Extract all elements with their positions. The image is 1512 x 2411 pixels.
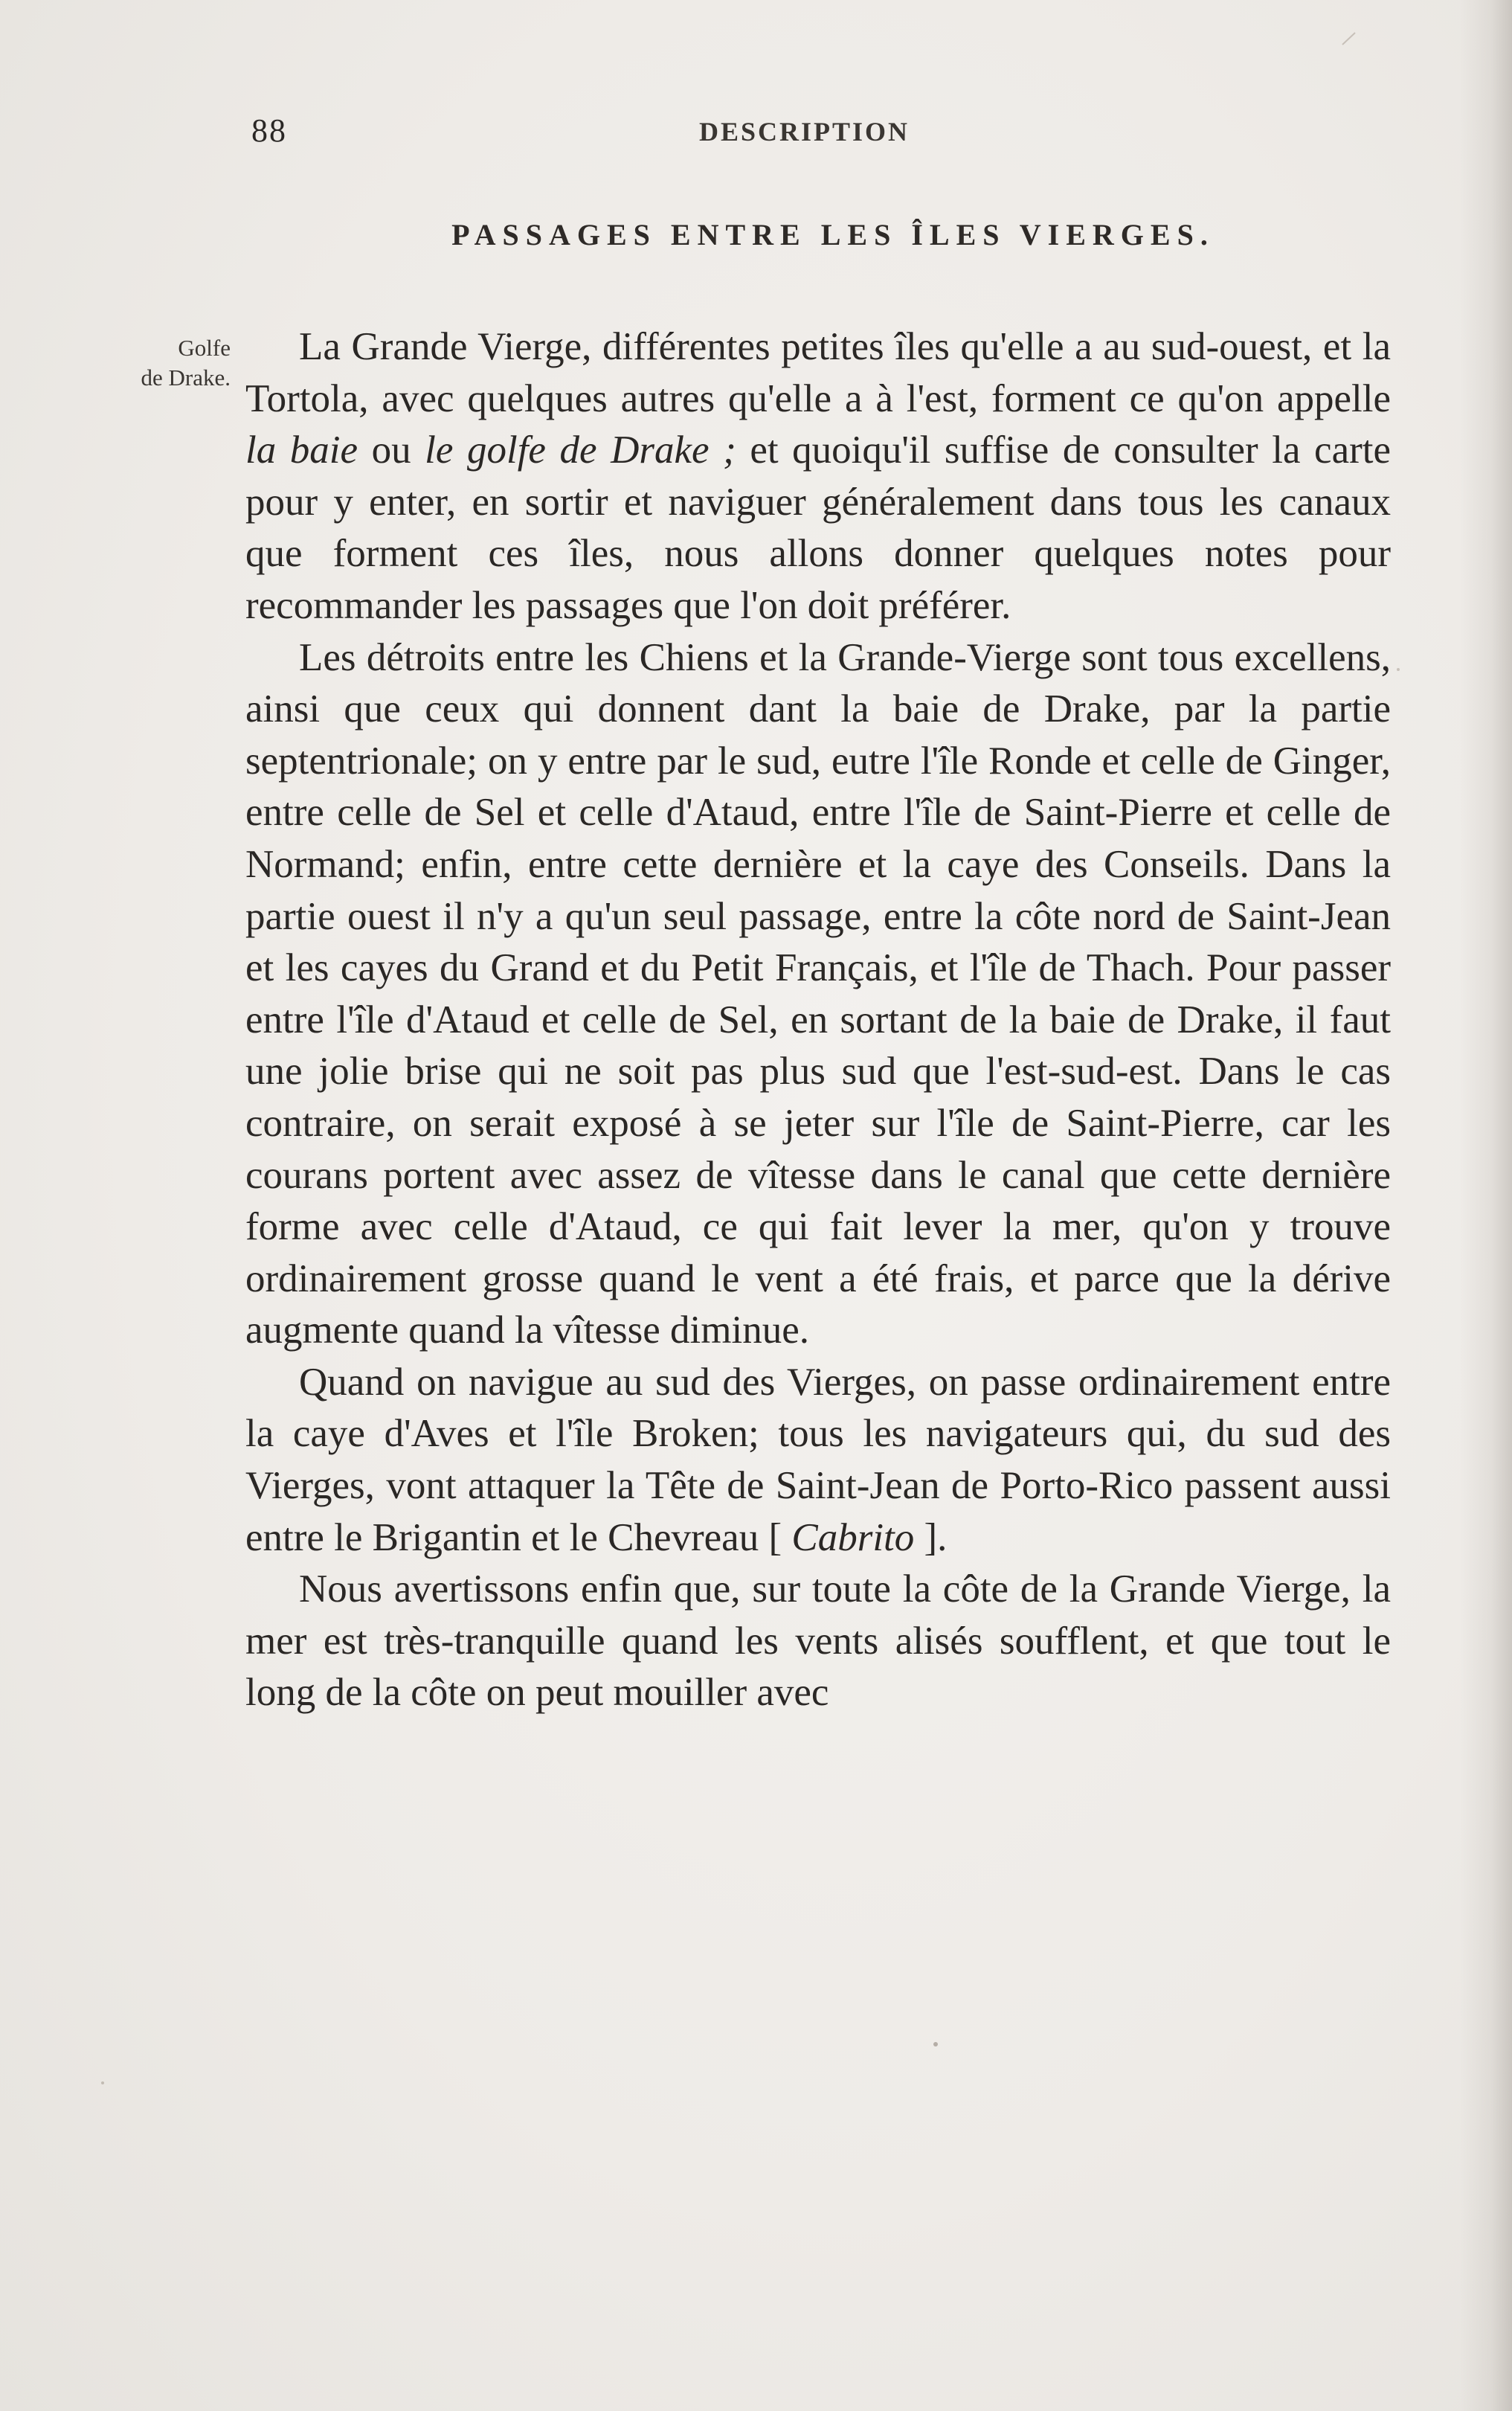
paragraph-3 (245, 1357, 1391, 1564)
paragraph-3-italic-cabrito: Cabrito (791, 1515, 915, 1559)
section-title: PASSAGES ENTRE LES ÎLES VIERGES. (451, 218, 1215, 251)
body-text (245, 321, 1391, 1719)
paragraph-3-part-c: ]. (914, 1515, 948, 1559)
paper-mark (1342, 33, 1355, 45)
marginal-note (82, 333, 231, 393)
paragraph-1-italic-baie: la baie (245, 428, 358, 472)
paragraph-1 (245, 321, 1391, 632)
paper-speck (933, 2042, 938, 2046)
paragraph-1-part-c: ou (358, 428, 425, 472)
marginal-note-line-2: de Drake. (141, 365, 231, 391)
paragraph-2: Les détroits entre les Chiens et la Grande-Vierge sont tous excellens, ainsi que ceux qui donnent dant la baie de Drake, par la partie septentrionale; on y entre par le sud, eutre l'île Ronde et celle de Ginger, entre celle de Sel et celle d'Ataud, entre l'île de Saint-Pierre et celle de Normand; enfin, entre cette dernière et la caye des Conseils. Dans la partie ouest il n'y a qu'un seul passage, entre la côte nord de Saint-Jean et les cayes du Grand et du Petit Français, et l'île de Thach. Pour passer entre l'île d'Ataud et celle de Sel, en sortant de la baie de Drake, il faut une jolie brise qui ne soit pas plus sud que l'est-sud-est. Dans le cas contraire, on serait exposé à se jeter sur l'île de Saint-Pierre, car les courans portent avec assez de vîtesse dans le canal que cette dernière forme avec celle d'Ataud, ce qui fait lever la mer, qu'on y trouve ordinairement grosse quand le vent a été frais, et parce que la dérive augmente quand la vîtesse diminue. (245, 635, 1391, 1352)
paragraph-1-italic-golfe: le golfe de Drake ; (425, 428, 736, 472)
paragraph-4: Nous avertissons enfin que, sur toute la côte de la Grande Vierge, la mer est très-tranquille quand les vents alisés soufflent, et que tout le long de la côte on peut mouiller avec (245, 1567, 1391, 1715)
running-head (245, 112, 1391, 156)
marginal-note-line-1: Golfe (178, 335, 231, 361)
paper-speck (1397, 668, 1400, 671)
running-title: DESCRIPTION (699, 117, 910, 147)
paper-speck (101, 2081, 104, 2084)
paragraph-3-part-a: Quand on navigue au sud des Vierges, on passe ordinairement entre la caye d'Aves et l'île Broken; tous les navigateurs qui, du sud des Vierges, vont attaquer la Tête de Saint-Jean de Porto-Rico passent aussi entre le Brigantin et le Chevreau [ (245, 1360, 1391, 1559)
binding-gutter-shadow (1460, 0, 1512, 2411)
paragraph-1-part-e: et quoiqu'il suffise de consulter la carte pour y enter, en sortir et naviguer généralement dans tous les canaux que forment ces îles, nous allons donner quelques notes pour recommander les passages que l'on doit préférer. (245, 428, 1391, 627)
page-number: 88 (251, 112, 287, 149)
paragraph-1-part-a: La Grande Vierge, différentes petites îles qu'elle a au sud-ouest, et la Tortola, avec quelques autres qu'elle a à l'est, forment ce qu'on appelle (245, 325, 1391, 420)
